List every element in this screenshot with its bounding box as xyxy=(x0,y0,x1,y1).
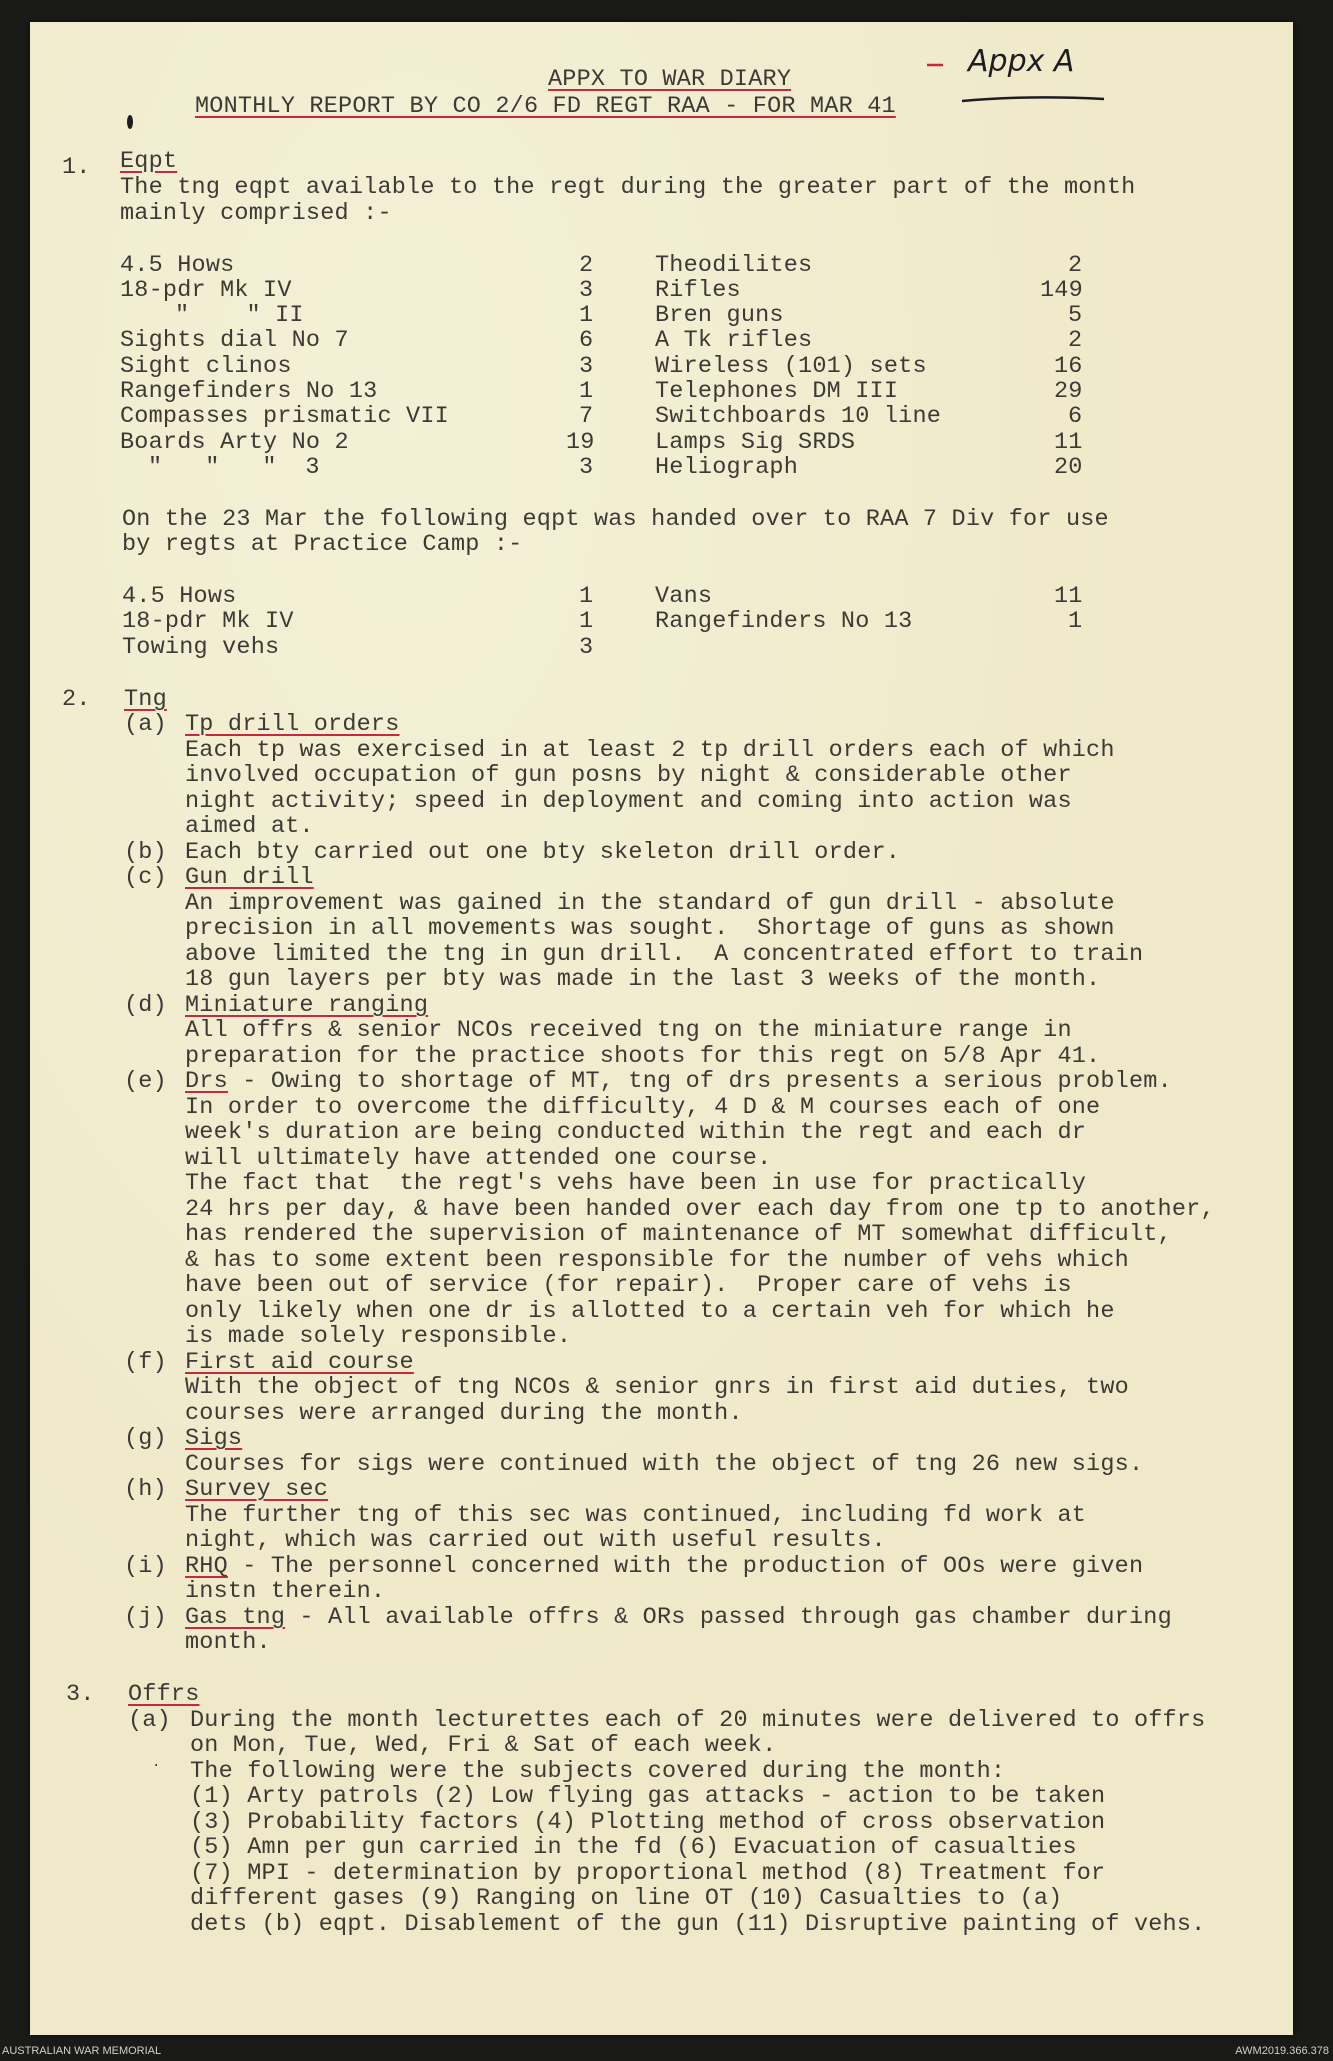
item-name: Bren guns xyxy=(655,302,784,329)
item-e-title: Drs xyxy=(185,1068,228,1095)
text-line: The fact that the regt's vehs have been in use for practically xyxy=(185,1170,1087,1197)
text-line: In order to overcome the difficulty, 4 D & M courses each of one xyxy=(185,1094,1101,1121)
text-line: preparation for the practice shoots for this regt on 5/8 Apr 41. xyxy=(185,1043,1101,1070)
item-qty: 19 xyxy=(566,429,595,456)
section-3-number: 3. xyxy=(66,1681,95,1708)
handwritten-underline xyxy=(958,93,1108,107)
item-j-label: (j) xyxy=(124,1604,167,1631)
text-line: (3) Probability factors (4) Plotting method of cross observation xyxy=(190,1809,1106,1836)
item-name: " " " 3 xyxy=(148,454,320,481)
item-qty: 1 xyxy=(1068,608,1083,635)
section-1-number: 1. xyxy=(62,154,91,181)
item-qty: 1 xyxy=(579,302,594,329)
item-name: Theodilites xyxy=(655,252,813,279)
text-line: have been out of service (for repair). Proper care of vehs is xyxy=(185,1272,1072,1299)
text-line: (1) Arty patrols (2) Low flying gas attacks - action to be taken xyxy=(190,1783,1106,1810)
handwritten-appx-note: Appx A xyxy=(968,44,1075,79)
item-name: Rifles xyxy=(655,277,741,304)
item-qty: 6 xyxy=(1068,403,1083,430)
section-3-heading: Offrs xyxy=(128,1681,200,1708)
ink-mark xyxy=(124,112,136,132)
item-qty: 1 xyxy=(579,378,594,405)
text-line: instn therein. xyxy=(185,1578,386,1605)
text-line: by regts at Practice Camp :- xyxy=(122,531,523,558)
text-line: is made solely responsible. xyxy=(185,1323,572,1350)
item-h-title: Survey sec xyxy=(185,1476,329,1503)
text-line: All offrs & senior NCOs received tng on the miniature range in xyxy=(185,1017,1072,1044)
text-line: will ultimately have attended one course. xyxy=(185,1145,772,1172)
item-qty: 20 xyxy=(1054,454,1083,481)
item-qty: 3 xyxy=(579,277,594,304)
item-g-label: (g) xyxy=(124,1425,167,1452)
item-qty: 3 xyxy=(579,353,594,380)
text-line: With the object of tng NCOs & senior gnrs in first aid duties, two xyxy=(185,1374,1129,1401)
item-name: Lamps Sig SRDS xyxy=(655,429,856,456)
item-f-label: (f) xyxy=(124,1349,167,1376)
item-i-line xyxy=(185,1553,1143,1580)
item-qty: 2 xyxy=(1068,327,1083,354)
item-name: A Tk rifles xyxy=(655,327,813,354)
item-qty: 29 xyxy=(1054,378,1083,405)
text-line: 24 hrs per day, & have been handed over each day from one tp to another, xyxy=(185,1196,1215,1223)
text-line: above limited the tng in gun drill. A concentrated effort to train xyxy=(185,941,1144,968)
item-i-title: RHQ xyxy=(185,1553,228,1580)
section-1-heading: Eqpt xyxy=(120,148,178,175)
item-qty: 3 xyxy=(579,454,594,481)
text-line: (5) Amn per gun carried in the fd (6) Evacuation of casualties xyxy=(190,1834,1077,1861)
text-line: The further tng of this sec was continued, including fd work at xyxy=(185,1502,1087,1529)
page-title: APPX TO WAR DIARY xyxy=(548,66,792,93)
text-line: Courses for sigs were continued with the object of tng 26 new sigs. xyxy=(185,1451,1144,1478)
item-qty: 2 xyxy=(579,252,594,279)
text-line: The following were the subjects covered during the month: xyxy=(190,1758,1006,1785)
page-subtitle: MONTHLY REPORT BY CO 2/6 FD REGT RAA - FOR MAR 41 xyxy=(195,93,896,120)
item-name: 18-pdr Mk IV xyxy=(120,277,292,304)
text-line: night, which was carried out with useful results. xyxy=(185,1527,886,1554)
item-b-text: Each bty carried out one bty skeleton drill order. xyxy=(185,839,901,866)
item-qty: 16 xyxy=(1054,353,1083,380)
text-line: month. xyxy=(185,1629,271,1656)
text-line: Each tp was exercised in at least 2 tp drill orders each of which xyxy=(185,737,1115,764)
intro-line: The tng eqpt available to the regt during the greater part of the month xyxy=(120,174,1136,201)
item-name: Vans xyxy=(655,583,713,610)
item-e-line xyxy=(185,1068,1172,1095)
text-line: week's duration are being conducted within the regt and each dr xyxy=(185,1119,1087,1146)
footer-left: AUSTRALIAN WAR MEMORIAL xyxy=(2,2045,162,2057)
item-name: Sight clinos xyxy=(120,353,292,380)
item-name: 4.5 Hows xyxy=(120,252,235,279)
item-name: Heliograph xyxy=(655,454,799,481)
text-line: An improvement was gained in the standard of gun drill - absolute xyxy=(185,890,1115,917)
item-c-title: Gun drill xyxy=(185,864,314,891)
item-name: " " II xyxy=(175,302,304,329)
item-name: Telephones DM III xyxy=(655,378,899,405)
item-a-label: (a) xyxy=(124,711,167,738)
item-qty: 11 xyxy=(1054,429,1083,456)
item-qty: 149 xyxy=(1040,277,1083,304)
item-j-first: - All available offrs & ORs passed through gas chamber during xyxy=(285,1604,1172,1631)
text-line: 18 gun layers per bty was made in the last 3 weeks of the month. xyxy=(185,966,1101,993)
item-qty: 11 xyxy=(1054,583,1083,610)
item-name: Compasses prismatic VII xyxy=(120,403,449,430)
item-qty: 7 xyxy=(579,403,594,430)
item-qty: 6 xyxy=(579,327,594,354)
text-line: different gases (9) Ranging on line OT (10) Casualties to (a) xyxy=(190,1885,1063,1912)
text-line: precision in all movements was sought. Shortage of guns as shown xyxy=(185,915,1115,942)
item-i-first: - The personnel concerned with the production of OOs were given xyxy=(227,1553,1144,1580)
text-line: only likely when one dr is allotted to a certain veh for which he xyxy=(185,1298,1115,1325)
item-i-label: (i) xyxy=(124,1553,167,1580)
item-name: 18-pdr Mk IV xyxy=(122,608,294,635)
item-j-title: Gas tng xyxy=(185,1604,286,1631)
item-qty: 2 xyxy=(1068,252,1083,279)
item-d-title: Miniature ranging xyxy=(185,992,429,1019)
item-name: Sights dial No 7 xyxy=(120,327,349,354)
item-d-label: (d) xyxy=(124,992,167,1019)
text-line: on Mon, Tue, Wed, Fri & Sat of each week. xyxy=(190,1732,777,1759)
item-name: Rangefinders No 13 xyxy=(655,608,913,635)
item-a-first: During the month lecturettes each of 20 minutes were delivered to offrs xyxy=(190,1707,1206,1734)
item-qty: 1 xyxy=(579,608,594,635)
text-line: courses were arranged during the month. xyxy=(185,1400,743,1427)
text-line: involved occupation of gun posns by night & considerable other xyxy=(185,762,1072,789)
red-dash-mark xyxy=(925,60,945,70)
item-f-title: First aid course xyxy=(185,1349,414,1376)
item-c-label: (c) xyxy=(124,864,167,891)
item-a-title: Tp drill orders xyxy=(185,711,400,738)
text-line: On the 23 Mar the following eqpt was handed over to RAA 7 Div for use xyxy=(122,506,1109,533)
item-e-label: (e) xyxy=(124,1068,167,1095)
section-2-number: 2. xyxy=(62,686,91,713)
text-line: has rendered the supervision of maintenance of MT somewhat difficult, xyxy=(185,1221,1172,1248)
item-name: Towing vehs xyxy=(122,634,280,661)
section-2-heading: Tng xyxy=(124,686,167,713)
item-qty: 3 xyxy=(579,634,594,661)
text-line: (7) MPI - determination by proportional method (8) Treatment for xyxy=(190,1860,1106,1887)
item-a-label: (a) xyxy=(128,1707,171,1734)
item-qty: 5 xyxy=(1068,302,1083,329)
item-name: Switchboards 10 line xyxy=(655,403,942,430)
bullet-dot: · xyxy=(152,1758,161,1774)
item-name: 4.5 Hows xyxy=(122,583,237,610)
item-g-title: Sigs xyxy=(185,1425,243,1452)
item-name: Rangefinders No 13 xyxy=(120,378,378,405)
item-j-line xyxy=(185,1604,1172,1631)
text-line: dets (b) eqpt. Disablement of the gun (11) Disruptive painting of vehs. xyxy=(190,1911,1206,1938)
item-e-first: - Owing to shortage of MT, tng of drs presents a serious problem. xyxy=(227,1068,1172,1095)
footer-right: AWM2019.366.378 xyxy=(1235,2045,1329,2057)
text-line: & has to some extent been responsible for the number of vehs which xyxy=(185,1247,1129,1274)
item-qty: 1 xyxy=(579,583,594,610)
item-name: Wireless (101) sets xyxy=(655,353,927,380)
text-line: night activity; speed in deployment and coming into action was xyxy=(185,788,1072,815)
text-line: aimed at. xyxy=(185,813,314,840)
item-h-label: (h) xyxy=(124,1476,167,1503)
intro-line: mainly comprised :- xyxy=(120,200,392,227)
item-b-label: (b) xyxy=(124,839,167,866)
item-name: Boards Arty No 2 xyxy=(120,429,349,456)
